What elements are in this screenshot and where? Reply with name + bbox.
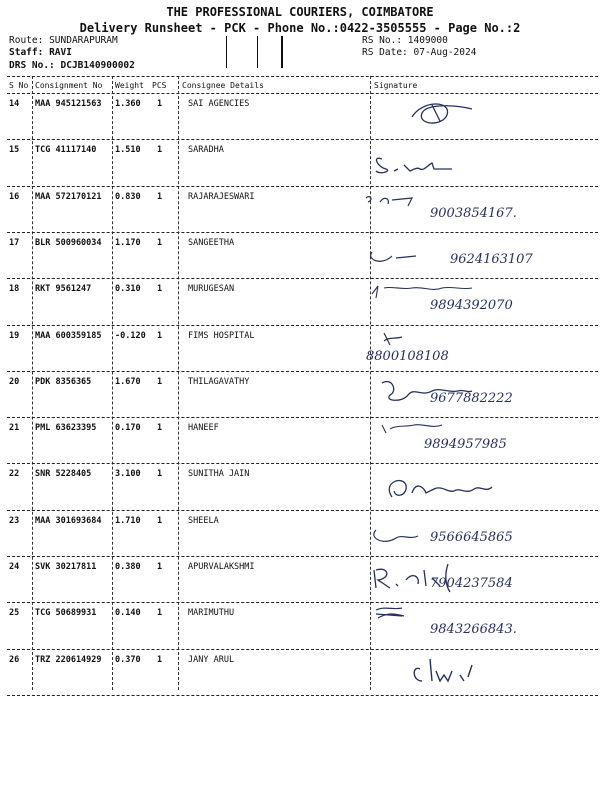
row-sno: 21 — [9, 423, 20, 434]
row-sno: 23 — [9, 515, 20, 526]
row-signature-phone: 9677882222 — [430, 390, 513, 406]
column-divider — [32, 76, 33, 690]
table-header-rule — [7, 93, 598, 94]
row-sno: 15 — [9, 145, 20, 156]
col-header-consignment: Consignment No — [35, 81, 103, 90]
row-weight: 3.100 — [115, 469, 141, 480]
route-value: SUNDARAPURAM — [49, 35, 118, 46]
row-consignment-no: MAA 301693684 — [35, 515, 102, 526]
table-top-rule — [7, 76, 598, 77]
rs-no-value: 1409000 — [407, 35, 448, 46]
row-weight: 0.170 — [115, 423, 141, 434]
row-consignee: SARADHA — [188, 145, 224, 156]
row-signature-phone: 9003854167. — [430, 205, 517, 221]
row-consignee: SAI AGENCIES — [188, 99, 250, 109]
col-header-weight: Weight — [115, 81, 144, 90]
row-signature-phone: 7904237584 — [430, 576, 513, 591]
row-sno: 26 — [9, 654, 20, 665]
row-pcs: 1 — [157, 330, 163, 341]
row-separator — [7, 602, 598, 603]
column-divider — [112, 76, 113, 690]
rs-no-label: RS No.: — [362, 35, 403, 46]
row-consignment-no: TRZ 220614929 — [35, 654, 102, 665]
row-consignment-no: SVK 30217811 — [35, 562, 97, 572]
row-consignee: HANEEF — [188, 423, 219, 434]
row-consignee: FIMS HOSPITAL — [188, 330, 255, 341]
row-consignment-no: PDK 8356365 — [35, 376, 92, 387]
staff-line — [9, 47, 72, 58]
rs-no-line — [362, 35, 448, 46]
row-consignment-no: MAA 600359185 — [35, 330, 102, 341]
row-separator — [7, 186, 598, 187]
row-signature-phone: 8800108108 — [366, 348, 449, 364]
row-pcs: 1 — [157, 654, 163, 665]
row-consignment-no: TCG 41117140 — [35, 145, 97, 156]
row-weight: 1.360 — [115, 99, 141, 109]
row-sno: 20 — [9, 376, 20, 387]
row-consignee: RAJARAJESWARI — [188, 191, 255, 202]
staff-value: RAVI — [49, 47, 72, 58]
row-sno: 16 — [9, 191, 20, 202]
staff-label: Staff: — [9, 47, 44, 58]
row-sno: 24 — [9, 562, 20, 572]
row-consignee: MURUGESAN — [188, 284, 235, 295]
row-consignment-no: TCG 50689931 — [35, 608, 97, 619]
row-signature-phone: 9894392070 — [430, 298, 513, 314]
row-separator — [7, 510, 598, 511]
row-consignee: JANY ARUL — [188, 654, 235, 665]
row-separator — [7, 695, 598, 696]
row-consignee: SHEELA — [188, 515, 219, 526]
row-sno: 14 — [9, 99, 20, 109]
row-pcs: 1 — [157, 423, 163, 434]
row-weight: 1.670 — [115, 376, 141, 387]
row-consignment-no: PML 63623395 — [35, 423, 97, 434]
row-weight: 1.710 — [115, 515, 141, 526]
row-pcs: 1 — [157, 562, 163, 572]
row-separator — [7, 278, 598, 279]
runsheet-subtitle: Delivery Runsheet - PCK - Phone No.:0422-3505555 - Page No.:2 — [79, 21, 521, 35]
row-consignment-no: MAA 945121563 — [35, 99, 102, 109]
row-pcs: 1 — [157, 515, 163, 526]
row-separator — [7, 325, 598, 326]
row-weight: 0.370 — [115, 654, 141, 665]
row-separator — [7, 649, 598, 650]
row-weight: -0.120 — [115, 330, 146, 341]
row-consignment-no: RKT 9561247 — [35, 284, 92, 295]
row-sno: 19 — [9, 330, 20, 341]
row-pcs: 1 — [157, 191, 163, 202]
row-sno: 25 — [9, 608, 20, 619]
row-signature-phone: 9566645865 — [430, 529, 513, 545]
col-header-consignee: Consignee Details — [182, 81, 264, 90]
rs-date-label: RS Date: — [362, 47, 408, 58]
row-pcs: 1 — [157, 284, 163, 295]
row-weight: 0.830 — [115, 191, 141, 202]
drs-label: DRS No.: — [9, 60, 55, 71]
row-consignee: THILAGAVATHY — [188, 376, 250, 387]
row-separator — [7, 463, 598, 464]
signature-scribble — [362, 141, 598, 183]
row-pcs: 1 — [157, 99, 163, 109]
signature-scribble — [362, 651, 598, 693]
row-sno: 17 — [9, 237, 20, 248]
barcode — [226, 36, 354, 68]
row-signature-phone: 9894957985 — [424, 437, 507, 453]
row-separator — [7, 139, 598, 140]
row-sno: 22 — [9, 469, 20, 480]
col-header-sno: S No — [9, 81, 29, 90]
row-consignee: SUNITHA JAIN — [188, 469, 250, 480]
drs-line — [9, 60, 135, 71]
row-weight: 0.140 — [115, 608, 141, 619]
row-pcs: 1 — [157, 237, 163, 248]
row-weight: 1.510 — [115, 145, 141, 156]
rs-date-value: 07-Aug-2024 — [413, 47, 477, 58]
col-header-pcs: PCS — [152, 81, 167, 90]
row-consignment-no: SNR 5228405 — [35, 469, 92, 480]
drs-value: DCJB140900002 — [60, 60, 135, 71]
company-title: THE PROFESSIONAL COURIERS, COIMBATORE — [166, 5, 434, 19]
row-weight: 1.170 — [115, 237, 141, 248]
row-weight: 0.380 — [115, 562, 141, 572]
row-signature-phone: 9843266843. — [430, 622, 517, 638]
rs-date-line — [362, 47, 476, 58]
row-pcs: 1 — [157, 145, 163, 156]
row-signature-phone: 9624163107 — [450, 251, 533, 267]
column-divider — [178, 76, 179, 690]
row-sno: 18 — [9, 284, 20, 295]
row-separator — [7, 417, 598, 418]
row-pcs: 1 — [157, 469, 163, 480]
signature-scribble — [362, 95, 598, 137]
route-line — [9, 35, 118, 46]
row-pcs: 1 — [157, 608, 163, 619]
row-consignment-no: MAA 572170121 — [35, 191, 102, 202]
row-consignment-no: BLR 500960034 — [35, 237, 102, 248]
row-consignee: APURVALAKSHMI — [188, 562, 255, 572]
row-pcs: 1 — [157, 376, 163, 387]
row-separator — [7, 556, 598, 557]
row-consignee: SANGEETHA — [188, 237, 235, 248]
row-consignee: MARIMUTHU — [188, 608, 235, 619]
row-separator — [7, 232, 598, 233]
row-separator — [7, 371, 598, 372]
row-weight: 0.310 — [115, 284, 141, 295]
signature-scribble — [362, 465, 598, 507]
col-header-signature: Signature — [374, 81, 418, 90]
route-label: Route: — [9, 35, 44, 46]
